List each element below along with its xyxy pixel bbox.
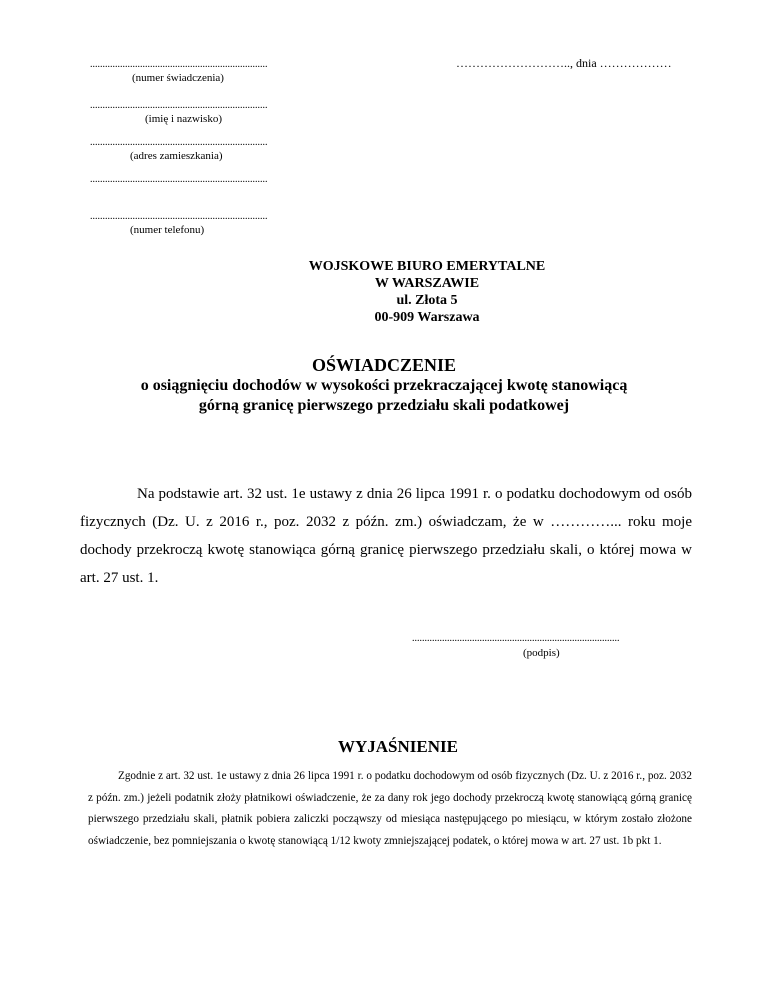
document-title bbox=[0, 354, 768, 416]
explanation-paragraph: Zgodnie z art. 32 ust. 1e ustawy z dnia 26 lipca 1991 r. o podatku dochodowym od osób fizycznych (Dz. U. z 2016 r., poz. 2032 z późn. zm.) jeżeli podatnik złoży płatnikowi oświadczenie, że za dany rok jego dochody przekroczą kwotę stanowiącą górną granicę pierwszego przedziału skali, płatnik pobiera zaliczki począwszy od miesiąca następującego po miesiącu, w którym zostało złożone oświadczenie, bez pomniejszania o kwotę stanowiącą 1/12 kwoty zmniejszającej podatek, o której mowa w art. 27 ust. 1b pkt 1. bbox=[88, 770, 692, 847]
address-label: (adres zamieszkania) bbox=[130, 150, 223, 162]
recipient-line-3: ul. Złota 5 bbox=[396, 293, 458, 308]
title-subtitle-2: górną granicę pierwszego przedziału skali podatkowej bbox=[198, 397, 570, 414]
address-line: ....................................................................... bbox=[90, 137, 268, 148]
signature-line: ................................................................................... bbox=[412, 633, 620, 644]
phone-line: ....................................................................... bbox=[90, 211, 268, 222]
recipient-line-4: 00-909 Warszawa bbox=[374, 310, 480, 325]
name-line: ....................................................................... bbox=[90, 100, 268, 111]
explanation-title: WYJAŚNIENIE bbox=[338, 737, 458, 756]
address-line-2: ....................................................................... bbox=[90, 174, 268, 185]
title-subtitle-1: o osiągnięciu dochodów w wysokości przekraczającej kwotę stanowiącą bbox=[140, 377, 628, 394]
signature-label: (podpis) bbox=[523, 647, 560, 659]
name-label: (imię i nazwisko) bbox=[145, 113, 222, 125]
recipient-line-2: W WARSZAWIE bbox=[374, 276, 480, 291]
title-main: OŚWIADCZENIE bbox=[311, 355, 457, 375]
phone-label: (numer telefonu) bbox=[130, 224, 205, 236]
declaration-paragraph: Na podstawie art. 32 ust. 1e ustawy z dnia 26 lipca 1991 r. o podatku dochodowym od osób fizycznych (Dz. U. z 2016 r., poz. 2032 z późn. zm.) oświadczam, że w …………... roku moje dochody przekroczą kwotę stanowiąca górną granicę pierwszego przedziału skali, o której mowa w art. 27 ust. 1. bbox=[80, 486, 692, 586]
benefit-number-label: (numer świadczenia) bbox=[132, 72, 224, 84]
recipient-address bbox=[0, 258, 768, 326]
place-date-line: ……………………….., dnia ……………… bbox=[456, 56, 672, 70]
benefit-number-line: ....................................................................... bbox=[90, 59, 268, 70]
explanation-body bbox=[88, 766, 692, 852]
declaration-body bbox=[80, 480, 692, 592]
recipient-line-1: WOJSKOWE BIURO EMERYTALNE bbox=[308, 259, 546, 274]
